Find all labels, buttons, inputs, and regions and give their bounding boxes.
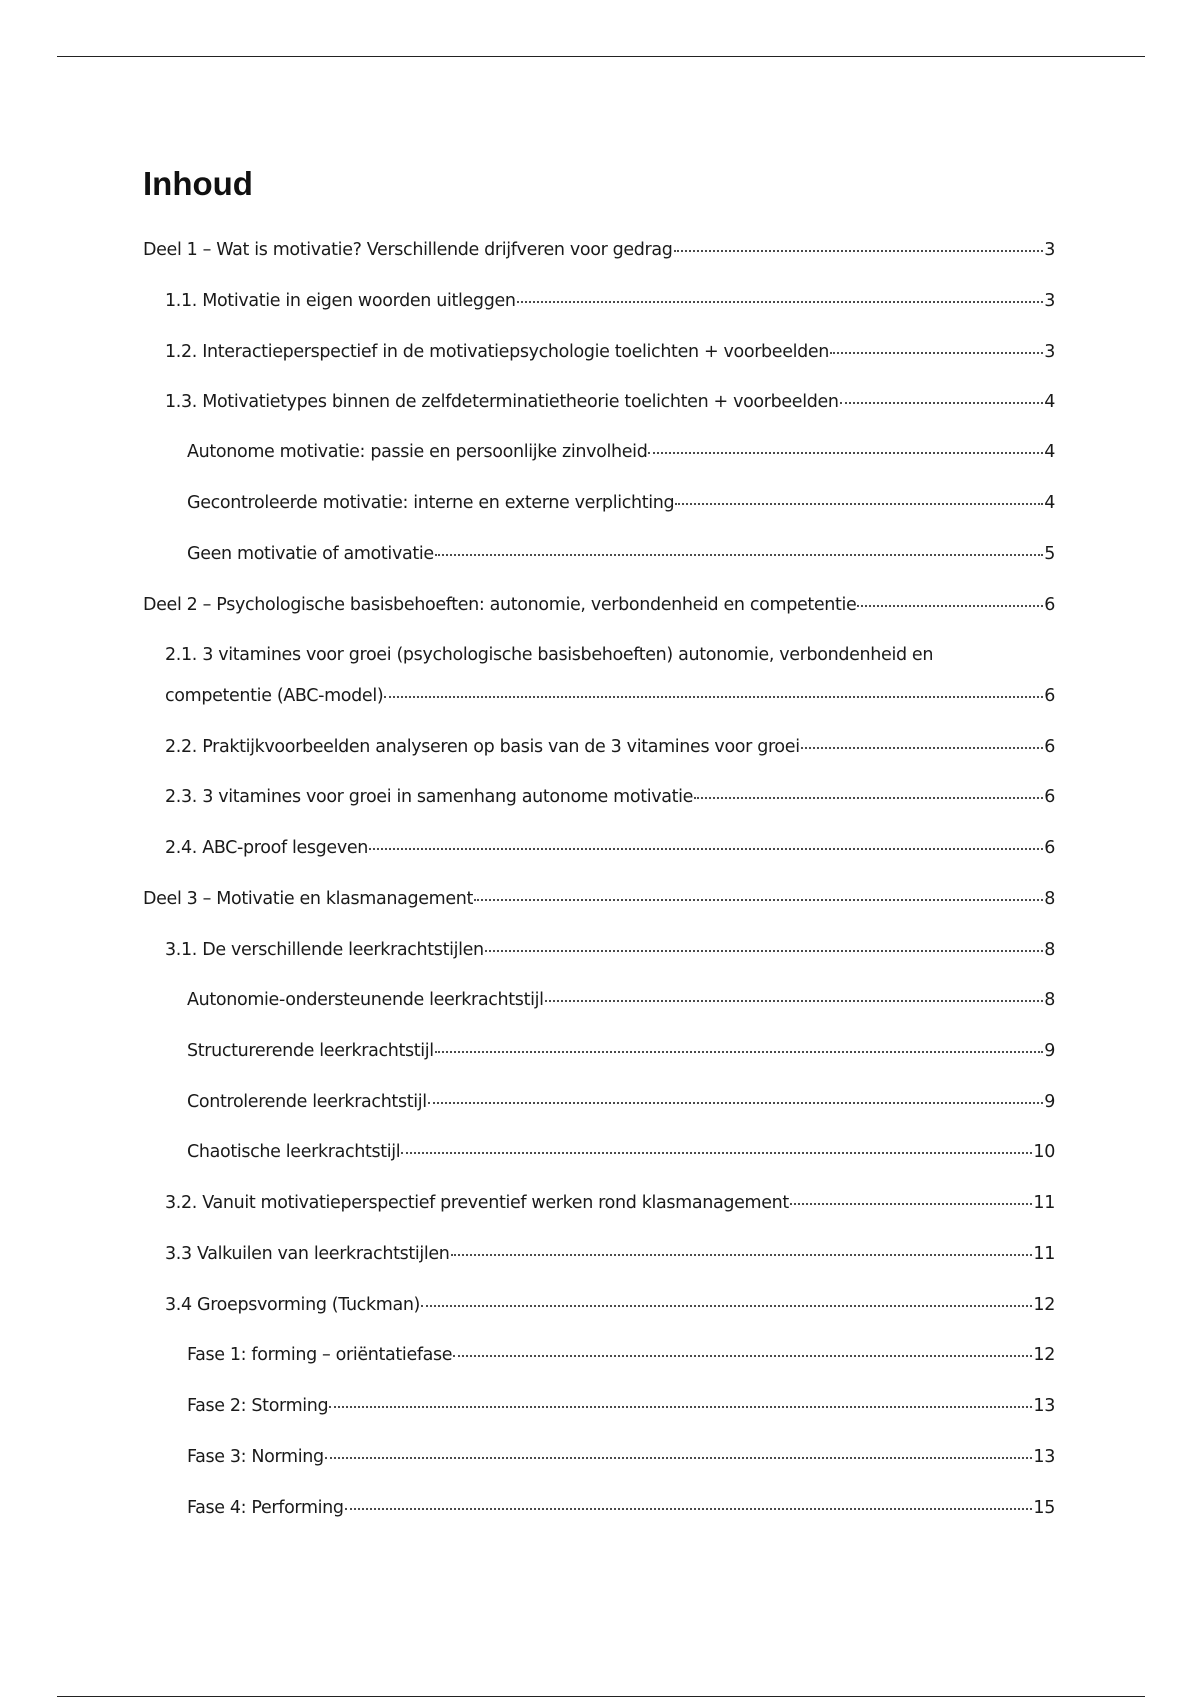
toc-entry-label: 3.2. Vanuit motivatieperspectief preventief werken rond klasmanagement bbox=[165, 1193, 789, 1213]
toc-entry-label: Fase 4: Performing bbox=[187, 1498, 344, 1518]
dot-leader bbox=[384, 696, 1043, 698]
dot-leader bbox=[545, 1000, 1044, 1002]
toc-title: Inhoud bbox=[143, 165, 253, 202]
toc-entry-label: Deel 2 – Psychologische basisbehoeften: autonomie, verbondenheid en competentie bbox=[143, 595, 857, 615]
dot-leader bbox=[830, 352, 1043, 354]
toc-entry-label: 3.3 Valkuilen van leerkrachtstijlen bbox=[165, 1244, 450, 1264]
toc-entry-3-4[interactable] bbox=[165, 1285, 1055, 1325]
toc-entry-label: Chaotische leerkrachtstijl bbox=[187, 1142, 401, 1162]
toc-entry-label: Deel 3 – Motivatie en klasmanagement bbox=[143, 889, 473, 909]
toc-entry-label: 3.4 Groepsvorming (Tuckman) bbox=[165, 1295, 421, 1315]
toc-entry-autonomie-ondersteunend[interactable] bbox=[187, 980, 1055, 1020]
dot-leader bbox=[517, 301, 1044, 303]
toc-entry-page: 3 bbox=[1044, 342, 1055, 362]
toc-entry-2-3[interactable] bbox=[165, 777, 1055, 817]
toc-entry-1-3[interactable] bbox=[165, 382, 1055, 422]
toc-entry-fase-3[interactable] bbox=[187, 1437, 1055, 1477]
dot-leader bbox=[485, 950, 1043, 952]
toc-entry-page: 13 bbox=[1033, 1447, 1055, 1467]
toc-entry-label: Fase 1: forming – oriëntatiefase bbox=[187, 1345, 453, 1365]
dot-leader bbox=[369, 848, 1043, 850]
dot-leader bbox=[345, 1508, 1033, 1510]
toc-entry-fase-2[interactable] bbox=[187, 1386, 1055, 1426]
toc-entry-page: 11 bbox=[1033, 1244, 1055, 1264]
toc-entry-label: competentie (ABC-model) bbox=[165, 686, 384, 706]
dot-leader bbox=[790, 1203, 1033, 1205]
toc-entry-label: Controlerende leerkrachtstijl bbox=[187, 1092, 427, 1112]
toc-entry-deel-2[interactable] bbox=[143, 585, 1055, 625]
toc-entry-page: 3 bbox=[1044, 240, 1055, 260]
toc-entry-page: 6 bbox=[1044, 737, 1055, 757]
toc-entry-label: Fase 3: Norming bbox=[187, 1447, 324, 1467]
toc-entry-label: Autonomie-ondersteunende leerkrachtstijl bbox=[187, 990, 544, 1010]
dot-leader bbox=[675, 503, 1043, 505]
dot-leader bbox=[857, 605, 1043, 607]
toc-entry-page: 4 bbox=[1044, 392, 1055, 412]
toc-entry-page: 6 bbox=[1044, 838, 1055, 858]
toc-entry-fase-4[interactable] bbox=[187, 1488, 1055, 1528]
toc-entry-deel-1[interactable] bbox=[143, 230, 1055, 270]
toc-entry-page: 6 bbox=[1044, 787, 1055, 807]
dot-leader bbox=[453, 1355, 1032, 1357]
footer-rule bbox=[57, 1696, 1145, 1697]
toc-entry-label: 3.1. De verschillende leerkrachtstijlen bbox=[165, 940, 484, 960]
toc-entry-2-4[interactable] bbox=[165, 828, 1055, 868]
toc-entry-2-2[interactable] bbox=[165, 727, 1055, 767]
toc-entry-label: 1.1. Motivatie in eigen woorden uitleggen bbox=[165, 291, 516, 311]
toc-entry-chaotisch[interactable] bbox=[187, 1132, 1055, 1172]
toc-entry-page: 9 bbox=[1044, 1041, 1055, 1061]
toc-entry-label: 1.3. Motivatietypes binnen de zelfdeterminatietheorie toelichten + voorbeelden bbox=[165, 392, 839, 412]
toc-entry-deel-3[interactable] bbox=[143, 879, 1055, 919]
toc-entry-3-1[interactable] bbox=[165, 930, 1055, 970]
dot-leader bbox=[451, 1254, 1033, 1256]
toc-entry-page: 6 bbox=[1044, 686, 1055, 706]
toc-entry-label: Structurerende leerkrachtstijl bbox=[187, 1041, 434, 1061]
toc-entry-page: 8 bbox=[1044, 940, 1055, 960]
dot-leader bbox=[428, 1102, 1043, 1104]
toc-entry-page: 3 bbox=[1044, 291, 1055, 311]
toc-entry-label: 2.4. ABC-proof lesgeven bbox=[165, 838, 369, 858]
toc-entry-page: 5 bbox=[1044, 544, 1055, 564]
toc-entry-label: 1.2. Interactieperspectief in de motivatiepsychologie toelichten + voorbeelden bbox=[165, 342, 830, 362]
toc-entry-label: Deel 1 – Wat is motivatie? Verschillende drijfveren voor gedrag bbox=[143, 240, 673, 260]
toc-entry-page: 4 bbox=[1044, 493, 1055, 513]
toc-entry-autonome-motivatie[interactable] bbox=[187, 432, 1055, 472]
dot-leader bbox=[801, 747, 1043, 749]
toc-entry-label: 2.3. 3 vitamines voor groei in samenhang autonome motivatie bbox=[165, 787, 694, 807]
toc-entry-label: Autonome motivatie: passie en persoonlijke zinvolheid bbox=[187, 442, 648, 462]
toc-entry-page: 6 bbox=[1044, 595, 1055, 615]
toc-entry-page: 9 bbox=[1044, 1092, 1055, 1112]
dot-leader bbox=[474, 899, 1043, 901]
dot-leader bbox=[648, 452, 1043, 454]
toc-entry-3-2[interactable] bbox=[165, 1183, 1055, 1223]
toc-entry-fase-1[interactable] bbox=[187, 1335, 1055, 1375]
toc-entry-page: 12 bbox=[1033, 1295, 1055, 1315]
toc-entry-structurerend[interactable] bbox=[187, 1031, 1055, 1071]
toc-entry-label: Geen motivatie of amotivatie bbox=[187, 544, 434, 564]
dot-leader bbox=[421, 1305, 1032, 1307]
toc-entry-1-2[interactable] bbox=[165, 332, 1055, 372]
toc-entry-3-3[interactable] bbox=[165, 1234, 1055, 1274]
toc-entry-page: 8 bbox=[1044, 889, 1055, 909]
toc-entry-page: 10 bbox=[1033, 1142, 1055, 1162]
dot-leader bbox=[694, 797, 1043, 799]
dot-leader bbox=[435, 1051, 1043, 1053]
dot-leader bbox=[435, 554, 1043, 556]
toc-entry-page: 13 bbox=[1033, 1396, 1055, 1416]
toc-entry-page: 4 bbox=[1044, 442, 1055, 462]
dot-leader bbox=[840, 402, 1044, 404]
dot-leader bbox=[674, 250, 1044, 252]
toc-entry-page: 8 bbox=[1044, 990, 1055, 1010]
dot-leader bbox=[401, 1152, 1032, 1154]
toc-entry-page: 15 bbox=[1033, 1498, 1055, 1518]
toc-entry-page: 11 bbox=[1033, 1193, 1055, 1213]
toc-entry-label: Fase 2: Storming bbox=[187, 1396, 329, 1416]
toc-entry-2-1[interactable] bbox=[165, 676, 1055, 716]
toc-entry-page: 12 bbox=[1033, 1345, 1055, 1365]
toc-entry-label: 2.2. Praktijkvoorbeelden analyseren op basis van de 3 vitamines voor groei bbox=[165, 737, 800, 757]
toc-entry-controlerend[interactable] bbox=[187, 1082, 1055, 1122]
dot-leader bbox=[329, 1406, 1032, 1408]
dot-leader bbox=[325, 1457, 1033, 1459]
toc-entry-1-1[interactable] bbox=[165, 281, 1055, 321]
toc-entry-label: Gecontroleerde motivatie: interne en externe verplichting bbox=[187, 493, 675, 513]
toc-entry-gecontroleerde-motivatie[interactable] bbox=[187, 483, 1055, 523]
toc-entry-amotivatie[interactable] bbox=[187, 534, 1055, 574]
toc-entry-2-1-line1[interactable]: 2.1. 3 vitamines voor groei (psychologische basisbehoeften) autonomie, verbondenheid en bbox=[165, 645, 934, 665]
